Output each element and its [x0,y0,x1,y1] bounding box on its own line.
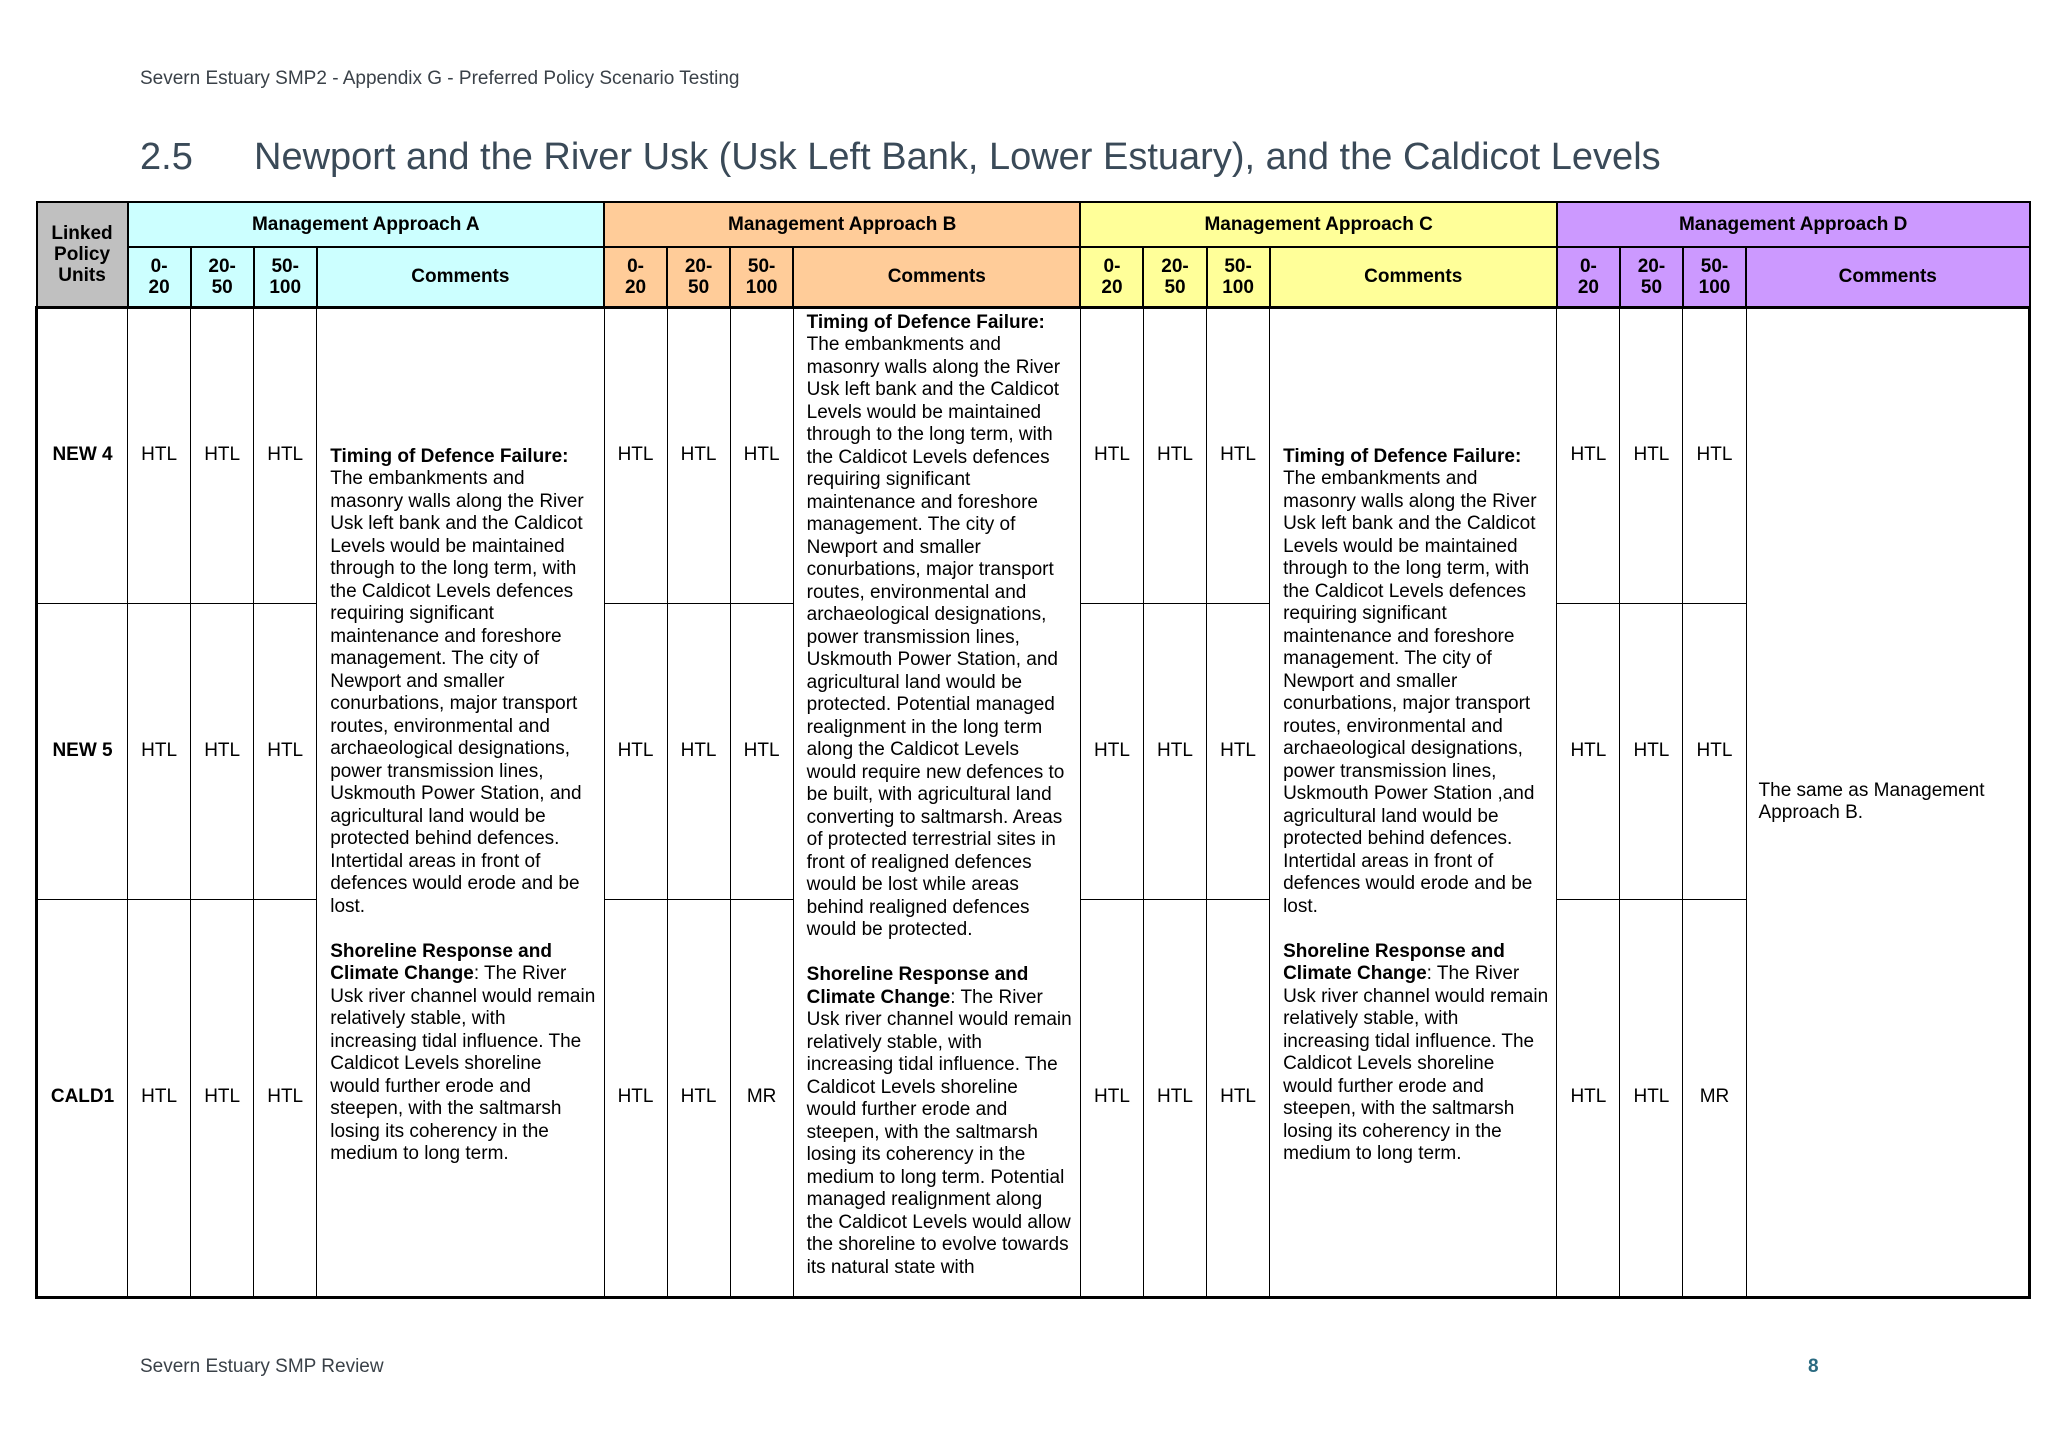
policy-cell: HTL [1620,899,1683,1297]
policy-cell: HTL [1207,603,1270,899]
policy-cell: HTL [667,603,730,899]
epoch-header: 0- 20 [1557,247,1620,307]
policy-cell: MR [730,899,793,1297]
policy-cell: HTL [1207,899,1270,1297]
policy-cell: HTL [128,899,191,1297]
epoch-header: 50- 100 [1683,247,1746,307]
policy-cell: HTL [1557,603,1620,899]
epoch-header: 0- 20 [128,247,191,307]
policy-cell: HTL [667,307,730,603]
comments-header: Comments [1746,247,2029,307]
policy-cell: HTL [1080,307,1143,603]
policy-cell: HTL [254,307,317,603]
policy-cell: HTL [191,899,254,1297]
epoch-header: 50- 100 [254,247,317,307]
approach-c-header: Management Approach C [1080,202,1556,247]
approach-a-header: Management Approach A [128,202,604,247]
section-title-text: Newport and the River Usk (Usk Left Bank, Lower Estuary), and the Caldicot Levels [254,136,1661,178]
running-footer: Severn Estuary SMP Review [140,1356,384,1377]
policy-unit: NEW 4 [37,307,128,603]
approach-a-comments: Timing of Defence Failure: The embankments and masonry walls along the River Usk left bank and the Caldicot Levels would be maintained through to the long term, with the Caldicot Levels defences requiring significant maintenance and foreshore management. The city of Newport and smaller conurbations, major transport routes, environmental and archaeological designations, power transmission lines, Uskmouth Power Station, and agricultural land would be protected behind defences. Intertidal areas in front of defences would erode and be lost. Shoreline Response and Climate Change: The River Usk river channel would remain relatively stable, with increasing tidal influence. The Caldicot Levels shoreline would further erode and steepen, with the saltmarsh losing its coherency in the medium to long term. [317,307,604,1297]
policy-cell: HTL [128,307,191,603]
policy-cell: HTL [1143,603,1206,899]
epoch-header: 0- 20 [604,247,667,307]
approach-d-header: Management Approach D [1557,202,2030,247]
policy-cell: HTL [1620,307,1683,603]
policy-cell: HTL [254,603,317,899]
epoch-header: 20- 50 [667,247,730,307]
policy-cell: HTL [604,307,667,603]
policy-cell: HTL [667,899,730,1297]
policy-cell: HTL [1620,603,1683,899]
approach-c-comments: Timing of Defence Failure: The embankments and masonry walls along the River Usk left bank and the Caldicot Levels would be maintained through to the long term, with the Caldicot Levels defences requiring significant maintenance and foreshore management. The city of Newport and smaller conurbations, major transport routes, environmental and archaeological designations, power transmission lines, Uskmouth Power Station ,and agricultural land would be protected behind defences. Intertidal areas in front of defences would erode and be lost. Shoreline Response and Climate Change: The River Usk river channel would remain relatively stable, with increasing tidal influence. The Caldicot Levels shoreline would further erode and steepen, with the saltmarsh losing its coherency in the medium to long term. [1270,307,1557,1297]
policy-scenario-table [35,201,2031,1299]
epoch-header: 20- 50 [1143,247,1206,307]
policy-cell: HTL [1080,603,1143,899]
policy-unit: NEW 5 [37,603,128,899]
policy-cell: HTL [604,603,667,899]
policy-cell: HTL [191,603,254,899]
policy-cell: HTL [128,603,191,899]
running-header: Severn Estuary SMP2 - Appendix G - Preferred Policy Scenario Testing [140,68,740,89]
comments-header: Comments [1270,247,1557,307]
policy-cell: HTL [1080,899,1143,1297]
policy-cell: HTL [254,899,317,1297]
epoch-header: 20- 50 [1620,247,1683,307]
table-row [37,307,2030,603]
policy-cell: HTL [1683,603,1746,899]
comments-header: Comments [317,247,604,307]
policy-cell: HTL [191,307,254,603]
policy-cell: HTL [1143,899,1206,1297]
epoch-header: 0- 20 [1080,247,1143,307]
policy-cell: HTL [1683,307,1746,603]
policy-cell: HTL [1557,307,1620,603]
epoch-header: 50- 100 [1207,247,1270,307]
policy-cell: HTL [1207,307,1270,603]
policy-cell: HTL [730,603,793,899]
policy-cell: HTL [730,307,793,603]
comments-header: Comments [793,247,1080,307]
policy-cell: MR [1683,899,1746,1297]
section-title [140,136,1661,179]
linked-policy-units-header: Linked Policy Units [37,202,128,307]
page-number: 8 [1808,1356,1819,1377]
approach-d-comments: The same as Management Approach B. [1746,307,2029,1297]
policy-cell: HTL [604,899,667,1297]
epoch-header: 50- 100 [730,247,793,307]
approach-b-header: Management Approach B [604,202,1080,247]
section-number: 2.5 [140,136,193,178]
policy-unit: CALD1 [37,899,128,1297]
approach-b-comments: Timing of Defence Failure: The embankments and masonry walls along the River Usk left bank and the Caldicot Levels would be maintained through to the long term, with the Caldicot Levels defences requiring significant maintenance and foreshore management. The city of Newport and smaller conurbations, major transport routes, environmental and archaeological designations, power transmission lines, Uskmouth Power Station, and agricultural land would be protected. Potential managed realignment in the long term along the Caldicot Levels would require new defences to be built, with agricultural land converting to saltmarsh. Areas of protected terrestrial sites in front of realigned defences would be lost while areas behind realigned defences would be protected. Shoreline Response and Climate Change: The River Usk river channel would remain relatively stable, with increasing tidal influence. The Caldicot Levels shoreline would further erode and steepen, with the saltmarsh losing its coherency in the medium to long term. Potential managed realignment along the Caldicot Levels would allow the shoreline to evolve towards its natural state with [793,307,1080,1297]
policy-cell: HTL [1143,307,1206,603]
policy-cell: HTL [1557,899,1620,1297]
epoch-header: 20- 50 [191,247,254,307]
